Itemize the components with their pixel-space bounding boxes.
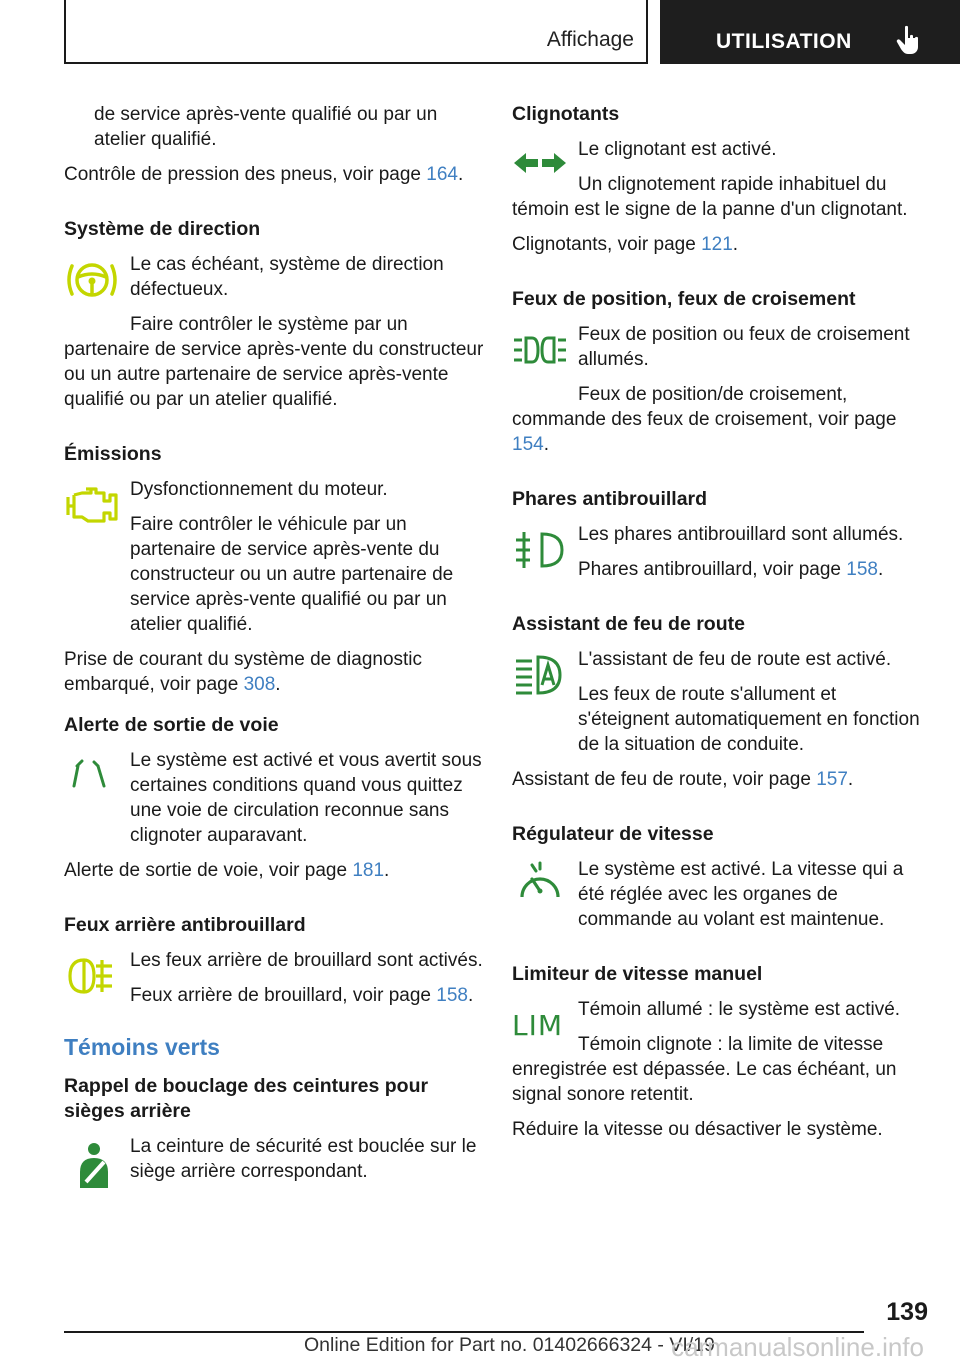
page-link[interactable]: 121 [701, 234, 733, 255]
header-section-title: Affichage [546, 28, 634, 51]
turn-signal-arrows-icon [512, 141, 568, 189]
paragraph: Témoin clignote : la limite de vitesse enregistrée est dépassée. Le cas échéant, un signal sonore retentit. [512, 1034, 897, 1105]
paragraph: Les feux arrière de brouillard sont activés. [130, 950, 483, 971]
position-light-icon [512, 326, 568, 374]
reference-diagnostic: Prise de courant du système de diagnostic embarqué, voir page 308. [64, 649, 423, 695]
indicator-cruise [512, 857, 932, 932]
page-link[interactable]: 158 [846, 559, 878, 580]
indicator-lane [64, 748, 484, 848]
heading-seatbelt: Rappel de bouclage des ceintures pour sièges arrière [64, 1075, 429, 1122]
indicator-high-beam [512, 647, 932, 757]
paragraph: de service après-vente qualifié ou par un atelier qualifié. [94, 104, 438, 150]
heading-front-fog: Phares antibrouillard [512, 488, 708, 510]
paragraph: Le cas échéant, système de direction défectueux. [130, 254, 444, 300]
paragraph: L'assistant de feu de route est activé. [578, 649, 892, 670]
indicator-rear-fog [64, 948, 484, 1008]
seatbelt-icon [64, 1142, 120, 1190]
heading-rear-fog: Feux arrière antibrouillard [64, 914, 306, 936]
page-link[interactable]: 308 [243, 674, 276, 695]
paragraph: La ceinture de sécurité est bouclée sur le siège arrière correspondant. [130, 1136, 477, 1182]
page-link[interactable]: 154 [512, 434, 544, 455]
cruise-control-icon [512, 861, 568, 909]
heading-steering: Système de direction [64, 218, 261, 240]
reference-high-beam: Assistant de feu de route, voir page 157. [512, 769, 854, 790]
reference-lane: Alerte de sortie de voie, voir page 181. [64, 860, 390, 881]
footer-edition: Online Edition for Part no. 01402666324 - VI/19 [304, 1334, 715, 1356]
indicator-seatbelt [64, 1134, 484, 1184]
indicator-engine [64, 477, 484, 637]
reference-front-fog: Phares antibrouillard, voir page 158. [578, 559, 884, 580]
paragraph: Témoin allumé : le système est activé. [578, 999, 901, 1020]
heading-lane-departure: Alerte de sortie de voie [64, 714, 279, 736]
header-chapter-title: UTILISATION [716, 30, 852, 53]
heading-low-beam: Feux de position, feux de croisement [512, 288, 856, 310]
header-chapter-tab [660, 0, 960, 64]
paragraph: Un clignotement rapide inhabituel du témoin est le signe de la panne d'un clignotant. [512, 174, 908, 220]
lane-departure-icon [64, 752, 120, 800]
steering-warning-icon [64, 256, 120, 304]
rear-fog-light-icon [64, 952, 120, 1000]
page-link[interactable]: 158 [436, 985, 468, 1006]
paragraph: Feux de position ou feux de croisement allumés. [578, 324, 910, 370]
left-column [64, 102, 484, 1194]
paragraph: Les feux de route s'allument et s'éteignent automatiquement en fonction de la situation de conduite. [578, 684, 920, 755]
indicator-front-fog [512, 522, 932, 582]
right-column [512, 102, 932, 1152]
page-link[interactable]: 164 [426, 164, 458, 185]
section-title-green: Témoins verts [64, 1034, 220, 1060]
heading-high-beam-assist: Assistant de feu de route [512, 613, 745, 635]
high-beam-assist-icon [512, 651, 568, 699]
paragraph: Dysfonctionnement du moteur. [130, 479, 388, 500]
indicator-steering [64, 252, 484, 302]
paragraph: Le clignotant est activé. [578, 139, 777, 160]
watermark: carmanualsonline.info [671, 1332, 924, 1362]
front-fog-light-icon [512, 526, 568, 574]
indicator-speed-limiter [512, 997, 932, 1042]
pointing-hand-icon [896, 25, 922, 55]
paragraph: Réduire la vitesse ou désactiver le système. [512, 1119, 883, 1140]
header-section-tab [64, 0, 648, 64]
reference-low-beam: Feux de position/de croisement, commande des feux de croisement, voir page 154. [512, 384, 897, 455]
engine-check-icon [64, 481, 120, 529]
heading-turn-signals: Clignotants [512, 103, 620, 125]
paragraph: Faire contrôler le système par un partenaire de service après-vente du constructeur ou un autre partenaire de service après-vente qualifié ou par un atelier qualifié. [64, 314, 484, 410]
indicator-turn [512, 137, 932, 162]
reference-turn: Clignotants, voir page 121. [512, 234, 739, 255]
reference-tire-pressure: Contrôle de pression des pneus, voir page 164. [64, 164, 464, 185]
heading-emissions: Émissions [64, 443, 162, 465]
paragraph: Le système est activé. La vitesse qui a été réglée avec les organes de commande au volant est maintenue. [578, 859, 904, 930]
heading-speed-limiter: Limiteur de vitesse manuel [512, 963, 763, 985]
reference-rear-fog: Feux arrière de brouillard, voir page 158. [130, 985, 474, 1006]
heading-cruise-control: Régulateur de vitesse [512, 823, 714, 845]
page-link[interactable]: 181 [352, 860, 385, 881]
paragraph: Le système est activé et vous avertit sous certaines conditions quand vous quittez une voie de circulation reconnue sans clignoter auparavant. [130, 750, 482, 846]
paragraph: Les phares antibrouillard sont allumés. [578, 524, 904, 545]
paragraph: Faire contrôler le véhicule par un partenaire de service après-vente du constructeur ou un autre partenaire de service après-vente qualifié ou par un atelier qualifié. [130, 514, 454, 635]
page-link[interactable]: 157 [816, 769, 848, 790]
page-number: 139 [886, 1298, 928, 1326]
lim-icon: LIM [512, 1009, 564, 1042]
indicator-low-beam [512, 322, 932, 372]
